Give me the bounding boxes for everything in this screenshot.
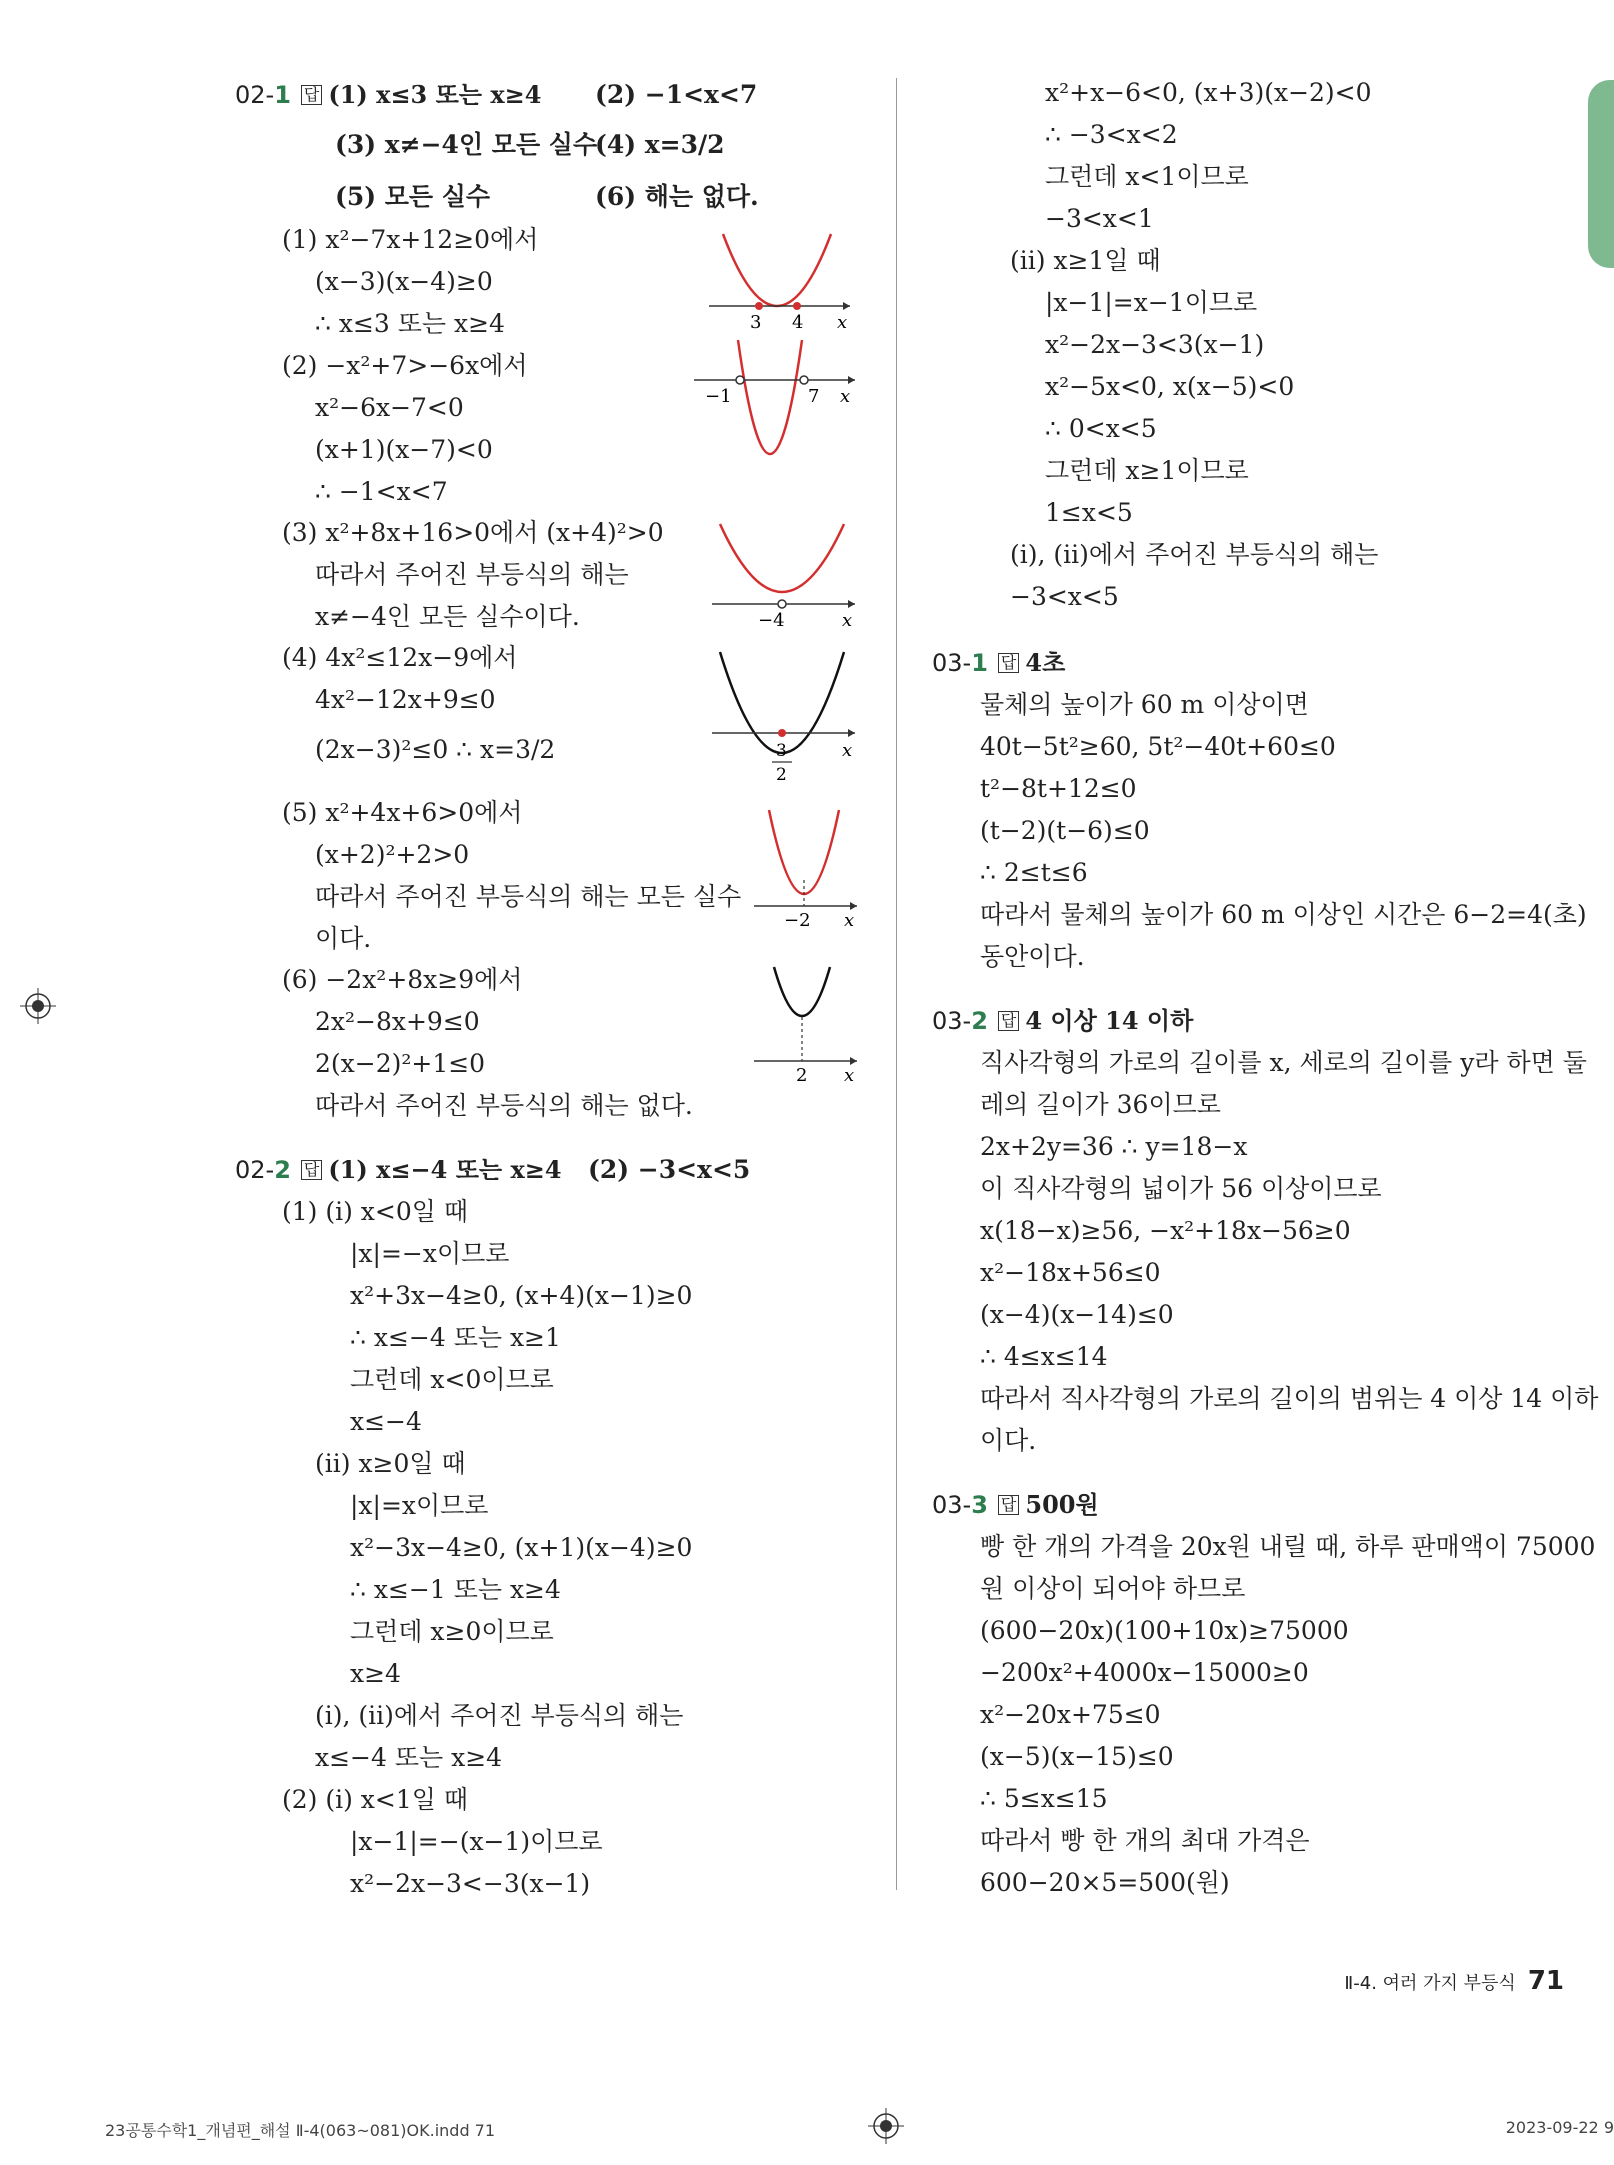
tick-label: 4 — [792, 312, 804, 333]
answer-text: 4초 — [1025, 648, 1066, 677]
solution-line: x≥4 — [350, 1659, 401, 1688]
solution-line: 이 직사각형의 넓이가 56 이상이므로 — [980, 1174, 1382, 1203]
answer-mark-icon: 답 — [998, 1495, 1019, 1515]
axis-label: x — [840, 386, 851, 407]
section-title: Ⅱ-4. 여러 가지 부등식 — [1344, 1973, 1516, 1994]
solution-line: |x|=−x이므로 — [350, 1239, 510, 1268]
solution-line: 따라서 주어진 부등식의 해는 모든 실수 — [315, 882, 742, 911]
graph-3 — [710, 520, 860, 632]
solution-line: x²−2x−3<−3(x−1) — [350, 1869, 591, 1898]
problem-header-03-1 — [932, 648, 1065, 678]
solution-line: (ⅱ) x≥1일 때 — [1010, 246, 1161, 275]
solution-line: x²−5x<0, x(x−5)<0 — [1045, 372, 1295, 401]
solution-line: x²−18x+56≤0 — [980, 1258, 1161, 1287]
solution-line: 따라서 주어진 부등식의 해는 — [315, 560, 629, 589]
solution-line: 40t−5t²≥60, 5t²−40t+60≤0 — [980, 732, 1336, 761]
solution-line: (6) −2x²+8x≥9에서 — [282, 965, 523, 994]
solution-line: 1≤x<5 — [1045, 498, 1133, 527]
solution-line: 2x²−8x+9≤0 — [315, 1007, 480, 1036]
solution-line: ∴ x≤−4 또는 x≥1 — [350, 1323, 561, 1352]
solution-line: x²−20x+75≤0 — [980, 1700, 1161, 1729]
solution-line: (2x−3)²≤0 ∴ x=3/2 — [315, 735, 556, 764]
page-footer — [1344, 1966, 1564, 1996]
parabola-red — [723, 234, 831, 306]
solution-line: (4) 4x²≤12x−9에서 — [282, 643, 518, 672]
axis-label: x — [844, 1065, 855, 1086]
solution-line: (5) x²+4x+6>0에서 — [282, 798, 523, 827]
problem-header-03-2 — [932, 1006, 1193, 1036]
tick-label: −2 — [784, 910, 811, 930]
solution-line: 따라서 주어진 부등식의 해는 없다. — [315, 1091, 693, 1120]
print-slug-date: 2023-09-22 9 — [1505, 2118, 1614, 2137]
solution-line: (t−2)(t−6)≤0 — [980, 816, 1150, 845]
problem-header-02-2 — [235, 1155, 562, 1185]
problem-number: 03-3 — [932, 1491, 988, 1519]
parabola-black — [720, 652, 844, 753]
answer-text: (1) x≤−4 또는 x≥4 — [328, 1155, 562, 1184]
answer-text: (4) x=3/2 — [595, 130, 725, 159]
solution-line: |x−1|=x−1이므로 — [1045, 288, 1258, 317]
graph-4 — [710, 650, 860, 790]
solution-line: (x−3)(x−4)≥0 — [315, 267, 493, 296]
problem-number: 02-1 — [235, 81, 291, 109]
solution-line: 2(x−2)²+1≤0 — [315, 1049, 486, 1078]
chapter-tab — [1588, 80, 1614, 268]
page-number: 71 — [1527, 1966, 1564, 1996]
solution-line: 4x²−12x+9≤0 — [315, 685, 496, 714]
solution-line: (x+2)²+2>0 — [315, 840, 470, 869]
solution-line: −200x²+4000x−15000≥0 — [980, 1658, 1309, 1687]
solution-line: (1) x²−7x+12≥0에서 — [282, 225, 539, 254]
parabola-red — [738, 340, 802, 454]
print-slug-file: 23공통수학1_개념편_해설 Ⅱ-4(063~081)OK.indd 71 — [105, 2121, 496, 2140]
solution-line: 빵 한 개의 가격을 20x원 내릴 때, 하루 판매액이 75000 — [980, 1532, 1596, 1561]
graph-5 — [752, 808, 862, 930]
tick-label: −1 — [705, 386, 732, 407]
answer-mark-icon: 답 — [301, 85, 322, 105]
solution-line: (3) x²+8x+16>0에서 (x+4)²>0 — [282, 518, 664, 547]
solution-line: (ⅰ), (ⅱ)에서 주어진 부등식의 해는 — [315, 1701, 684, 1730]
solution-line: 그런데 x≥1이므로 — [1045, 456, 1249, 485]
solution-line: 따라서 물체의 높이가 60 m 이상인 시간은 6−2=4(초) — [980, 900, 1587, 929]
axis-label: x — [842, 610, 853, 631]
answer-text: (1) x≤3 또는 x≥4 — [328, 80, 542, 109]
answer-line — [335, 130, 597, 160]
tick-label: 3 — [776, 741, 787, 761]
solution-line: 이다. — [315, 924, 372, 953]
solution-line: t²−8t+12≤0 — [980, 774, 1137, 803]
solution-line: x²+x−6<0, (x+3)(x−2)<0 — [1045, 78, 1372, 107]
answer-mark-icon: 답 — [998, 1011, 1019, 1031]
registration-mark-icon — [868, 2108, 904, 2144]
solution-line: ∴ x≤−1 또는 x≥4 — [350, 1575, 561, 1604]
column-divider — [896, 78, 897, 1890]
axis-label: x — [844, 910, 855, 930]
solution-line: (2) −x²+7>−6x에서 — [282, 351, 528, 380]
solution-line: 2x+2y=36 ∴ y=18−x — [980, 1132, 1248, 1161]
solution-line: x²−2x−3<3(x−1) — [1045, 330, 1265, 359]
solution-line: 원 이상이 되어야 하므로 — [980, 1574, 1246, 1603]
solution-line: (x−5)(x−15)≤0 — [980, 1742, 1174, 1771]
tick-label: 2 — [796, 1065, 808, 1086]
solution-line: 그런데 x<1이므로 — [1045, 162, 1249, 191]
solution-line: ∴ 5≤x≤15 — [980, 1784, 1108, 1813]
solution-line: −3<x<1 — [1045, 204, 1154, 233]
solution-line: 동안이다. — [980, 942, 1085, 971]
solution-line: (ⅰ), (ⅱ)에서 주어진 부등식의 해는 — [1010, 540, 1379, 569]
solution-line: ∴ 0<x<5 — [1045, 414, 1157, 443]
solution-line: (ⅱ) x≥0일 때 — [315, 1449, 466, 1478]
answer-text: (6) 해는 없다. — [595, 182, 759, 211]
solution-line: |x|=x이므로 — [350, 1491, 489, 1520]
answer-text: 4 이상 14 이하 — [1025, 1006, 1194, 1035]
solution-line: 따라서 빵 한 개의 최대 가격은 — [980, 1826, 1310, 1855]
solution-line: x≤−4 — [350, 1407, 422, 1436]
answer-text: (2) −1<x<7 — [595, 80, 758, 109]
problem-number: 02-2 — [235, 1156, 291, 1184]
answer-text: 500원 — [1025, 1490, 1099, 1519]
solution-line: (2) (ⅰ) x<1일 때 — [282, 1785, 469, 1814]
solution-line: 그런데 x<0이므로 — [350, 1365, 554, 1394]
solution-line: ∴ 4≤x≤14 — [980, 1342, 1108, 1371]
solution-line: x≠−4인 모든 실수이다. — [315, 602, 580, 631]
registration-mark-icon — [20, 988, 56, 1024]
tick-label: 3 — [750, 312, 762, 333]
solution-line: (x−4)(x−14)≤0 — [980, 1300, 1174, 1329]
parabola-black — [774, 967, 830, 1016]
answer-text: (5) 모든 실수 — [335, 182, 491, 211]
answer-text: (2) −3<x<5 — [588, 1155, 751, 1184]
tick-label: 2 — [776, 765, 787, 785]
solution-line: ∴ 2≤t≤6 — [980, 858, 1088, 887]
solution-line: x²−3x−4≥0, (x+1)(x−4)≥0 — [350, 1533, 693, 1562]
tick-label: −4 — [758, 610, 785, 631]
solution-line: |x−1|=−(x−1)이므로 — [350, 1827, 603, 1856]
solution-line: 따라서 직사각형의 가로의 길이의 범위는 4 이상 14 이하 — [980, 1384, 1599, 1413]
solution-line: x²+3x−4≥0, (x+4)(x−1)≥0 — [350, 1281, 693, 1310]
solution-line: −3<x<5 — [1010, 582, 1119, 611]
solution-line: 그런데 x≥0이므로 — [350, 1617, 554, 1646]
answer-line — [335, 182, 490, 212]
solution-line: x(18−x)≥56, −x²+18x−56≥0 — [980, 1216, 1351, 1245]
graph-1 — [705, 228, 855, 338]
solution-line: (x+1)(x−7)<0 — [315, 435, 493, 464]
problem-number: 03-1 — [932, 649, 988, 677]
problem-header-02-1 — [235, 80, 541, 110]
solution-line: ∴ −1<x<7 — [315, 477, 448, 506]
solution-line: 600−20×5=500(원) — [980, 1868, 1230, 1897]
solution-line: 물체의 높이가 60 m 이상이면 — [980, 690, 1309, 719]
solution-line: ∴ −3<x<2 — [1045, 120, 1178, 149]
solution-line: 레의 길이가 36이므로 — [980, 1090, 1221, 1119]
parabola-red — [720, 524, 844, 592]
solution-line: x²−6x−7<0 — [315, 393, 464, 422]
tick-label: 7 — [808, 386, 820, 407]
problem-header-03-3 — [932, 1490, 1099, 1520]
answer-text: (3) x≠−4인 모든 실수 — [335, 130, 598, 159]
answer-mark-icon: 답 — [998, 653, 1019, 673]
solution-line: 이다. — [980, 1426, 1037, 1455]
problem-number: 03-2 — [932, 1007, 988, 1035]
solution-line: ∴ x≤3 또는 x≥4 — [315, 309, 505, 338]
solution-line: (1) (ⅰ) x<0일 때 — [282, 1197, 469, 1226]
solution-line: (600−20x)(100+10x)≥75000 — [980, 1616, 1349, 1645]
answer-mark-icon: 답 — [301, 1160, 322, 1180]
axis-label: x — [842, 740, 853, 761]
solution-line: x≤−4 또는 x≥4 — [315, 1743, 503, 1772]
graph-2 — [690, 338, 860, 498]
axis-label: x — [837, 312, 848, 333]
graph-6 — [752, 965, 862, 1087]
solution-line: 직사각형의 가로의 길이를 x, 세로의 길이를 y라 하면 둘 — [980, 1048, 1587, 1077]
